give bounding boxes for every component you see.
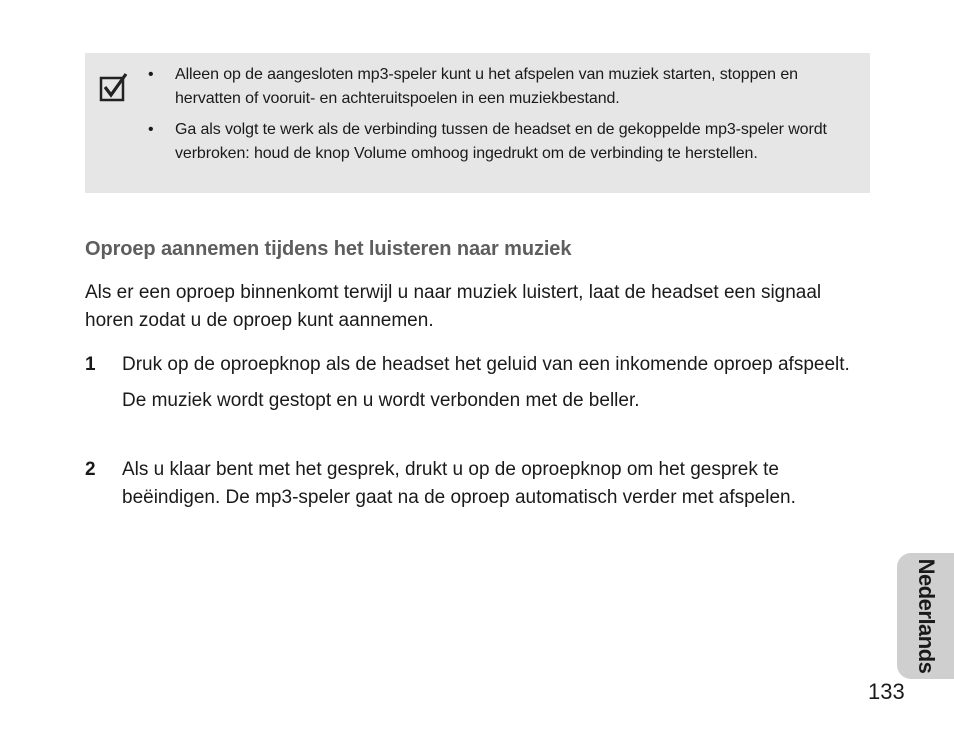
- note-box: [85, 53, 870, 193]
- note-item: [148, 118, 848, 166]
- note-text: Ga als volgt te werk als de verbinding tussen de headset en de gekoppelde mp3-speler wordt verbroken: houd de knop Volume omhoog ingedrukt om de verbinding te herstellen.: [175, 121, 827, 162]
- step-result: De muziek wordt gestopt en u wordt verbonden met de beller.: [122, 390, 640, 411]
- section-title: Oproep aannemen tijdens het luisteren naar muziek: [85, 238, 572, 260]
- intro-paragraph: Als er een oproep binnenkomt terwijl u naar muziek luistert, laat de headset een signaal horen zodat u de oproep kunt aannemen.: [85, 282, 822, 331]
- bullet: •: [148, 66, 154, 83]
- language-tab-label: Nederlands: [913, 558, 939, 674]
- step-1: [85, 351, 865, 415]
- language-tab: [897, 553, 954, 679]
- step-2: [85, 456, 865, 512]
- page-number: 133: [868, 679, 905, 704]
- step-text: Als u klaar bent met het gesprek, drukt u op de oproepknop om het gesprek te beëindigen. De mp3-speler gaat na de oproep automatisch verder met afspelen.: [122, 459, 796, 508]
- step-text: Druk op de oproepknop als de headset het geluid van een inkomende oproep afspeelt.: [122, 354, 850, 375]
- step-number: 1: [85, 354, 96, 375]
- step-number: 2: [85, 459, 96, 480]
- checkbox-check-icon: [99, 72, 129, 103]
- note-item: [148, 63, 848, 111]
- note-text: Alleen op de aangesloten mp3-speler kunt u het afspelen van muziek starten, stoppen en hervatten of vooruit- en achteruitspoelen in een muziekbestand.: [175, 66, 798, 107]
- bullet: •: [148, 121, 154, 138]
- note-list: [148, 63, 848, 173]
